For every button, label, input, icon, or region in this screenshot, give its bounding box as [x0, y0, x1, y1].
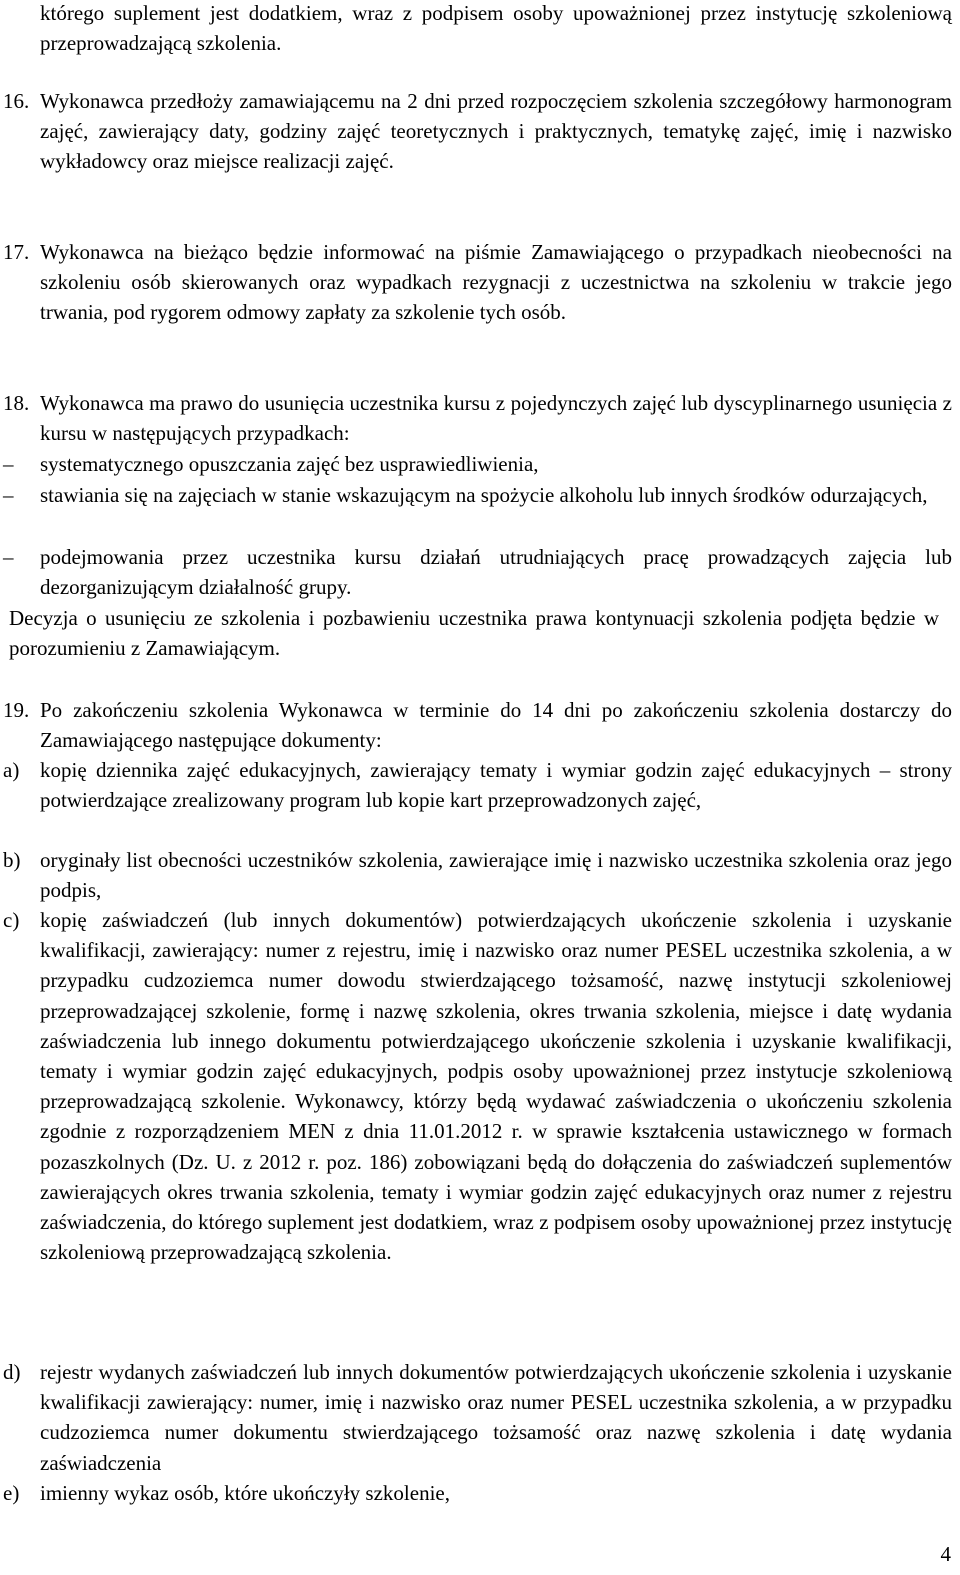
list-item-18: [0, 388, 952, 448]
item-letter: e): [3, 1481, 20, 1505]
item-letter: c): [3, 908, 20, 932]
continuation-paragraph: którego suplement jest dodatkiem, wraz z podpisem osoby upoważnionej przez instytucję szkoleniową przeprowadzającą szkolenia.: [40, 1, 952, 56]
dash-item-text: systematycznego opuszczania zajęć bez usprawiedliwienia,: [40, 452, 539, 476]
item-text: Wykonawca na bieżąco będzie informować na piśmie Zamawiającego o przypadkach nieobecności na szkoleniu osób skierowanych oraz wypadkach rezygnacji z uczestnictwa na szkoleniu w trakcie jego trwania, pod rygorem odmowy zapłaty za szkolenie tych osób.: [40, 240, 952, 325]
letter-item-d: [0, 1357, 952, 1478]
letter-item-e: [0, 1478, 952, 1508]
dash-mark: –: [3, 452, 14, 476]
letter-item-b: [0, 845, 952, 905]
item-letter: d): [3, 1360, 21, 1384]
item-letter: a): [3, 758, 20, 782]
dash-item-text: podejmowania przez uczestnika kursu działań utrudniających pracę prowadzących zajęcia lub dezorganizującym działalność grupy.: [40, 545, 952, 600]
item-text: Wykonawca przedłoży zamawiającemu na 2 dni przed rozpoczęciem szkolenia szczegółowy harmonogram zajęć, zawierający daty, godziny zajęć teoretycznych i praktycznych, tematykę zajęć, imię i nazwisko wykładowcy oraz miejsce realizacji zajęć.: [40, 89, 952, 174]
dash-list-item: [0, 480, 952, 510]
item-text: kopię zaświadczeń (lub innych dokumentów) potwierdzających ukończenie szkolenia i uzyskanie kwalifikacji, zawierający: numer z rejestru, imię i nazwisko oraz numer PESEL uczestnika szkolenia, a w przypadku cudzoziemca numer dowodu stwierdzającego tożsamość, nazwę instytucji szkoleniowej przeprowadzającej szkolenie, formę i nazwę szkolenia, okres trwania szkolenia, miejsce i datę wydania zaświadczenia lub innego dokumentu potwierdzającego ukończenie szkolenia i uzyskanie kwalifikacji, tematy i wymiar godzin zajęć edukacyjnych, podpis osoby upoważnionej przez instytucje szkoleniową przeprowadzającą szkolenie. Wykonawcy, którzy będą wydawać zaświadczenia o ukończeniu szkolenia zgodnie z rozporządzeniem MEN z dnia 11.01.2012 r. w sprawie kształcenia ustawicznego w formach pozaszkolnych (Dz. U. z 2012 r. poz. 186) zobowiązani będą do dołączenia do zaświadczeń suplementów zawierających okres trwania szkolenia, tematy i wymiar godzin zajęć edukacyjnych oraz numer z rejestru zaświadczenia, do którego suplement jest dodatkiem, wraz z podpisem osoby upoważnionej przez instytucję szkoleniową przeprowadzającą szkolenia.: [40, 908, 952, 1265]
list-item-16: [0, 86, 952, 177]
item-number: 17.: [3, 240, 30, 264]
item-number: 19.: [3, 698, 30, 722]
item-text: Po zakończeniu szkolenia Wykonawca w terminie do 14 dni po zakończeniu szkolenia dostarczy do Zamawiającego następujące dokumenty:: [40, 698, 952, 753]
item-number: 18.: [3, 391, 30, 415]
item-number: 16.: [3, 89, 30, 113]
item-text: imienny wykaz osób, które ukończyły szkolenie,: [40, 1481, 450, 1505]
list-item-17: [0, 237, 952, 328]
dash-mark: –: [3, 545, 14, 569]
item-text: rejestr wydanych zaświadczeń lub innych dokumentów potwierdzających ukończenie szkolenia i uzyskanie kwalifikacji zawierający: numer, imię i nazwisko oraz numer PESEL uczestnika szkolenia, a w przypadku cudzoziemca numer dokumentu stwierdzającego tożsamość oraz nazwę szkolenia i datę wydania zaświadczenia: [40, 1360, 952, 1475]
dash-list-item: [0, 449, 952, 479]
decision-paragraph: Decyzja o usunięciu ze szkolenia i pozbawieniu uczestnika prawa kontynuacji szkolenia podjęta będzie w porozumieniu z Zamawiającym.: [9, 606, 939, 661]
item-text: Wykonawca ma prawo do usunięcia uczestnika kursu z pojedynczych zajęć lub dyscyplinarnego usunięcia z kursu w następujących przypadkach:: [40, 391, 952, 446]
letter-item-a: [0, 755, 952, 815]
page-number: 4: [940, 1542, 951, 1566]
dash-mark: –: [3, 483, 14, 507]
item-text: oryginały list obecności uczestników szkolenia, zawierające imię i nazwisko uczestnika szkolenia oraz jego podpis,: [40, 848, 952, 903]
letter-item-c: [0, 905, 952, 1267]
item-text: kopię dziennika zajęć edukacyjnych, zawierający tematy i wymiar godzin zajęć edukacyjnych – strony potwierdzające zrealizowany program lub kopie kart przeprowadzonych zajęć,: [40, 758, 952, 813]
item-letter: b): [3, 848, 21, 872]
dash-item-text: stawiania się na zajęciach w stanie wskazującym na spożycie alkoholu lub innych środków odurzających,: [40, 483, 928, 507]
dash-list-item: [0, 542, 952, 602]
list-item-19: [0, 695, 952, 755]
